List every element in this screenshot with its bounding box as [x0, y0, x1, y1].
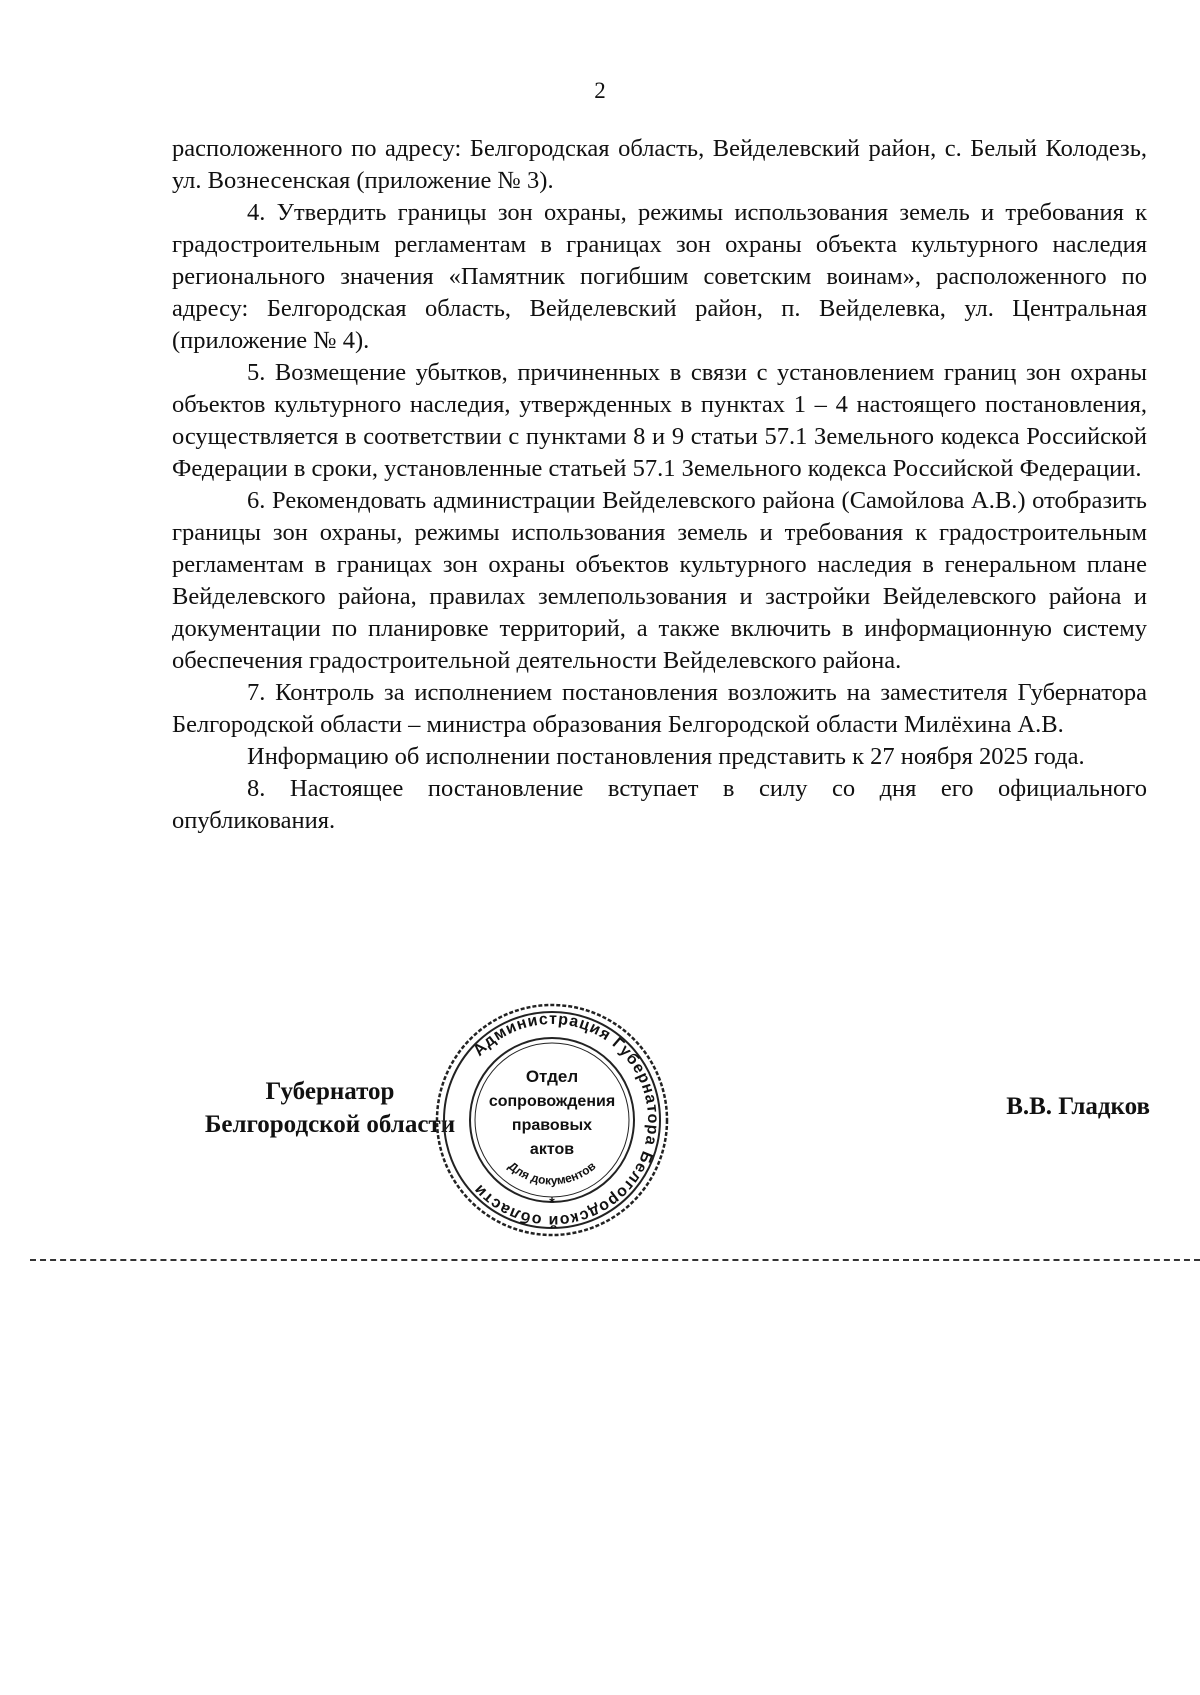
page-number: 2 [594, 78, 606, 103]
signature-title-line1: Губернатор [265, 1078, 395, 1105]
paragraph-item-4: 4. Утвердить границы зон охраны, режимы использования земель и требования к градостроительным регламентам в границах зон охраны объекта культурного наследия регионального значения «Памятник погибшим советским воинам», расположенного по адресу: Белгородская область, Вейделевский район, п. Вейделевка, ул. Центральная (приложение № 4). [172, 199, 1147, 354]
stamp-ring-text: Администрация Губернатора Белгородской области [470, 1010, 662, 1230]
stamp-center-line4: актов [529, 1141, 575, 1158]
signature-name: В.В. Гладков [1006, 1093, 1150, 1120]
document-body [172, 133, 1147, 837]
stamp-center-line1: Отдел [525, 1067, 579, 1086]
paragraph-report-deadline: Информацию об исполнении постановления представить к 27 ноября 2025 года. [247, 743, 1085, 770]
paragraph-item-8: 8. Настоящее постановление вступает в силу со дня его официального опубликования. [172, 775, 1147, 834]
paragraph-item-7: 7. Контроль за исполнением постановления возложить на заместителя Губернатора Белгородской области – министра образования Белгородской области Милёхина А.В. [172, 679, 1147, 738]
stamp-center-line3: правовых [511, 1117, 593, 1134]
stamp-center-line2: сопровождения [488, 1093, 616, 1110]
star-icon: * [549, 1194, 555, 1210]
divider-line [30, 1259, 1200, 1261]
signature-title-line2: Белгородской области [204, 1111, 456, 1138]
official-stamp [432, 1000, 672, 1240]
stamp-bottom-text: Для документов [505, 1158, 599, 1188]
paragraph-item-6: 6. Рекомендовать администрации Вейделевского района (Самойлова А.В.) отобразить границы зон охраны, режимы использования земель и требования к градостроительным регламентам в границах зон охраны объектов культурного наследия в генеральном плане Вейделевского района, правилах землепользования и застройки Вейделевского района и документации по планировке территорий, а также включить в информационную систему обеспечения градостроительной деятельности Вейделевского района. [172, 487, 1147, 674]
stamp-icon [432, 1000, 672, 1240]
paragraph-item-5: 5. Возмещение убытков, причиненных в связи с установлением границ зон охраны объектов культурного наследия, утвержденных в пунктах 1 – 4 настоящего постановления, осуществляется в соответствии с пунктами 8 и 9 статьи 57.1 Земельного кодекса Российской Федерации в сроки, установленные статьей 57.1 Земельного кодекса Российской Федерации. [172, 359, 1147, 482]
paragraph-continuation: расположенного по адресу: Белгородская область, Вейделевский район, с. Белый Колодезь, ул. Вознесенская (приложение № 3). [172, 135, 1147, 194]
